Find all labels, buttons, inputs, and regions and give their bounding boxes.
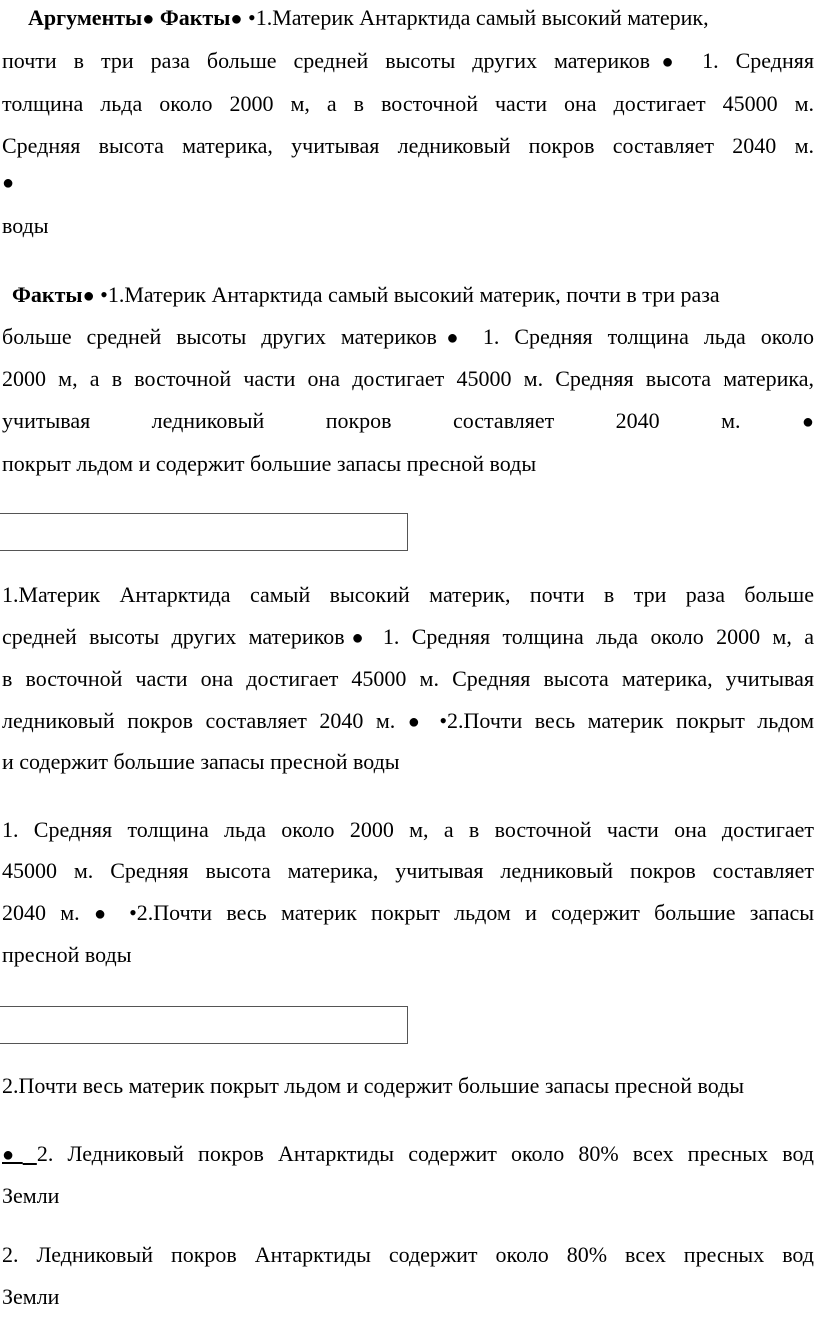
text-line: 2. Ледниковый покров Антарктиды содержит около 80% всех пресных вод [2,1242,814,1267]
text-fragment: ледниковый покров составляет 2040 м. [2,708,396,733]
text-line [2,322,814,353]
text-line: 45000 м. Средняя высота материка, учитывая ледниковый покров составляет [2,858,814,883]
bullet: ● [2,1144,23,1166]
empty-text-box [0,1006,408,1044]
text-line: Средняя высота материка, учитывая ледниковый покров составляет 2040 м. [2,133,814,158]
bullet: ● [344,627,371,649]
bullet: ● [230,8,243,30]
text-fragment: 1. Средняя толщина льда около [482,324,814,349]
text-fragment: 2. Ледниковый покров Антарктиды содержит около 80% всех пресных вод [36,1141,815,1166]
bullet: ● [142,8,155,30]
text-fragment: 1. Средняя [702,48,814,73]
text-line: Земли [2,1183,60,1208]
text-fragment: 2.Почти весь материк покрыт льдом [447,708,815,733]
bullet: ● [650,51,686,73]
text-line [2,706,814,737]
text-fragment: почти в три раза больше средней высоты других материков [2,48,651,73]
text-line [2,46,814,77]
text-line [2,622,814,653]
text-line [2,406,814,437]
text-line [2,898,814,929]
text-fragment: 1.Материк Антарктида самый высокий материк, [255,5,709,30]
text-line: воды [2,213,49,238]
text-line: пресной воды [2,942,132,967]
heading-facts: Факты [159,5,231,30]
text-line: 2000 м, а в восточной части она достигает 45000 м. Средняя высота материка, [2,366,814,391]
bullet: ● [407,711,427,733]
text-line: 1. Средняя толщина льда около 2000 м, а в восточной части она достигает [2,817,814,842]
text-line [28,3,788,34]
text-line: Земли [2,1284,60,1309]
text-line [2,167,814,198]
bullet: ● [2,172,15,194]
text-fragment: 1. Средняя толщина льда около 2000 м, а [382,624,814,649]
text-fragment: учитывая ледниковый покров составляет 2040 м. [2,408,741,433]
bullet: ● [82,285,95,307]
text-line: в восточной части она достигает 45000 м. Средняя высота материка, учитывая [2,666,814,691]
text-line [2,1139,814,1170]
text-line: и содержит большие запасы пресной воды [2,749,400,774]
small-bullet: • [247,5,256,30]
bullet: ● [436,327,468,349]
text-line [12,280,802,311]
text-fragment: средней высоты других материков [2,624,345,649]
heading-facts: Факты [12,282,83,307]
bullet: ● [801,411,814,433]
text-fragment: 2040 м. [2,900,80,925]
small-bullet: • [439,708,448,733]
bullet: ● [93,903,115,925]
text-line: 1.Материк Антарктида самый высокий материк, почти в три раза больше [2,582,814,607]
text-line: 2.Почти весь материк покрыт льдом и содержит большие запасы пресной воды [2,1073,745,1098]
text-line: толщина льда около 2000 м, а в восточной части она достигает 45000 м. [2,91,814,116]
text-fragment: 1.Материк Антарктида самый высокий материк, почти в три раза [107,282,720,307]
small-bullet: • [129,900,137,925]
text-line: покрыт льдом и содержит большие запасы пресной воды [2,451,537,476]
empty-text-box [0,513,408,551]
text-fragment: больше средней высоты других материков [2,324,437,349]
heading-arguments: Аргументы [28,5,143,30]
small-bullet: • [100,282,108,307]
text-fragment: 2.Почти весь материк покрыт льдом и содержит большие запасы [136,900,815,925]
